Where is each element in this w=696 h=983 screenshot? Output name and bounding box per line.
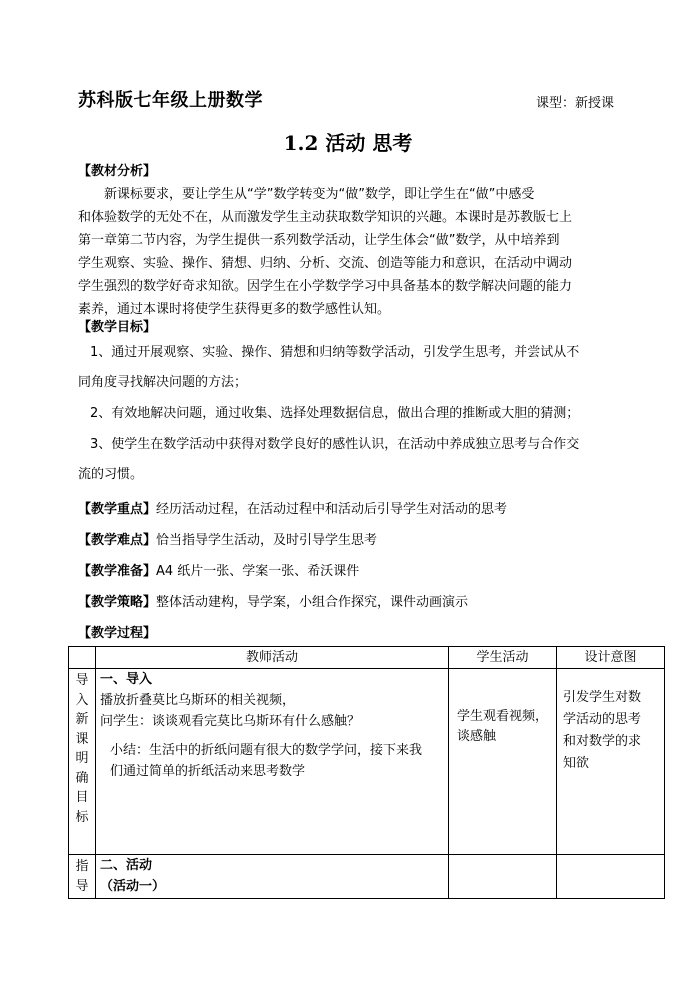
key-point-label: 【教学重点】: [78, 502, 157, 517]
stage-char: 指: [75, 859, 89, 874]
goal-3: [78, 430, 638, 490]
analysis-line: 素养，通过本课时将使学生获得更多的数学感性认知。: [78, 302, 391, 317]
section-title: 一、导入: [100, 672, 153, 687]
teacher-activity-cell: [96, 855, 449, 899]
analysis-heading: 【教材分析】: [78, 164, 157, 179]
teacher-line: 小结：生活中的折纸问题有很大的数学学问，接下来我: [110, 743, 423, 758]
header-cell-student: 学生活动: [449, 647, 557, 669]
analysis-line: 第一章第二节内容，为学生提供一系列数学活动，让学生体会“做”数学，从中培养到: [78, 233, 560, 248]
goal-1-line-a: 1、通过开展观察、实验、操作、猜想和归纳等数学活动，引发学生思考，并尝试从不: [90, 345, 580, 360]
lesson-type: 课型：新授课: [536, 96, 615, 111]
design-intent-cell: [557, 855, 665, 899]
lesson-title: 1.2 活动 思考: [283, 131, 413, 155]
goals-heading: 【教学目标】: [78, 320, 157, 335]
difficulty-text: 恰当指导学生活动，及时引导学生思考: [156, 533, 378, 548]
goal-1-line-b: 同角度寻找解决问题的方法；: [78, 375, 248, 390]
design-line: 学活动的思考: [563, 712, 642, 727]
teacher-line: 们通过简单的折纸活动来思考数学: [110, 764, 306, 779]
analysis-line: 和体验数学的无处不在，从而激发学生主动获取数学知识的兴趣。本课时是苏教版七上: [78, 210, 573, 225]
student-line: 学生观看视频，: [457, 709, 549, 724]
goal-2: [78, 399, 638, 429]
process-heading: 【教学过程】: [78, 626, 157, 641]
table-row: [69, 855, 665, 899]
preparation: [78, 560, 359, 579]
key-point-text: 经历活动过程，在活动过程中和活动后引导学生对活动的思考: [156, 502, 508, 517]
stage-char: 导: [75, 673, 89, 688]
stage-char: 课: [75, 731, 89, 747]
design-line: 引发学生对数: [563, 690, 642, 705]
design-line: 和对数学的求: [563, 734, 642, 749]
design-line: 知欲: [563, 756, 590, 771]
stage-char: 导: [75, 878, 89, 894]
analysis-section: [78, 160, 638, 321]
stage-cell: [69, 855, 96, 899]
stage-char: 确: [75, 770, 89, 786]
design-intent-cell: [557, 669, 665, 855]
strategy-label: 【教学策略】: [78, 595, 157, 610]
teacher-activity-cell: [96, 669, 449, 855]
difficulty: [78, 529, 377, 548]
table-header-row: [69, 647, 665, 669]
strategy-text: 整体活动建构，导学案，小组合作探究，课件动画演示: [156, 595, 469, 610]
stage-char: 目: [75, 790, 89, 805]
stage-char: 标: [75, 809, 89, 825]
process-heading-wrap: [78, 622, 156, 641]
goal-1: [78, 338, 638, 398]
header-cell-design: 设计意图: [557, 647, 665, 669]
preparation-text: A4 纸片一张、学案一张、希沃课件: [156, 564, 360, 579]
goals-section: [78, 316, 638, 339]
goal-2-line: 2、有效地解决问题，通过收集、选择处理数据信息，做出合理的推断或大胆的猜测；: [90, 406, 580, 421]
strategy: [78, 591, 468, 610]
student-line: 谈感触: [457, 729, 497, 744]
difficulty-label: 【教学难点】: [78, 533, 157, 548]
stage-char: 入: [75, 692, 89, 708]
table-row: [69, 669, 665, 855]
section-title: 二、活动: [100, 858, 153, 873]
preparation-label: 【教学准备】: [78, 564, 157, 579]
analysis-line: 学生强烈的数学好奇求知欲。因学生在小学数学学习中具备基本的数学解决问题的能力: [78, 279, 573, 294]
header-cell-teacher: 教师活动: [96, 647, 449, 669]
header-title: 苏科版七年级上册数学: [78, 90, 263, 111]
goal-3-line-b: 流的习惯。: [78, 467, 144, 482]
header-cell-stage: [69, 647, 96, 669]
analysis-line: 新课标要求，要让学生从“学”数学转变为“做”数学，即让学生在“做”中感受: [104, 187, 535, 202]
stage-char: 明: [75, 751, 89, 766]
teacher-line: 播放折叠莫比乌斯环的相关视频，: [100, 693, 296, 708]
activity-subtitle: （活动一）: [100, 879, 166, 894]
analysis-line: 学生观察、实验、操作、猜想、归纳、分析、交流、创造等能力和意识，在活动中调动: [78, 256, 573, 271]
stage-char: 新: [75, 712, 89, 727]
key-point: [78, 498, 507, 517]
goal-3-line-a: 3、使学生在数学活动中获得对数学良好的感性认识，在活动中养成独立思考与合作交: [90, 437, 580, 452]
process-table: [68, 646, 665, 899]
student-activity-cell: [449, 669, 557, 855]
teacher-line: 问学生：谈谈观看完莫比乌斯环有什么感触？: [100, 714, 361, 729]
stage-cell: [69, 669, 96, 855]
student-activity-cell: [449, 855, 557, 899]
